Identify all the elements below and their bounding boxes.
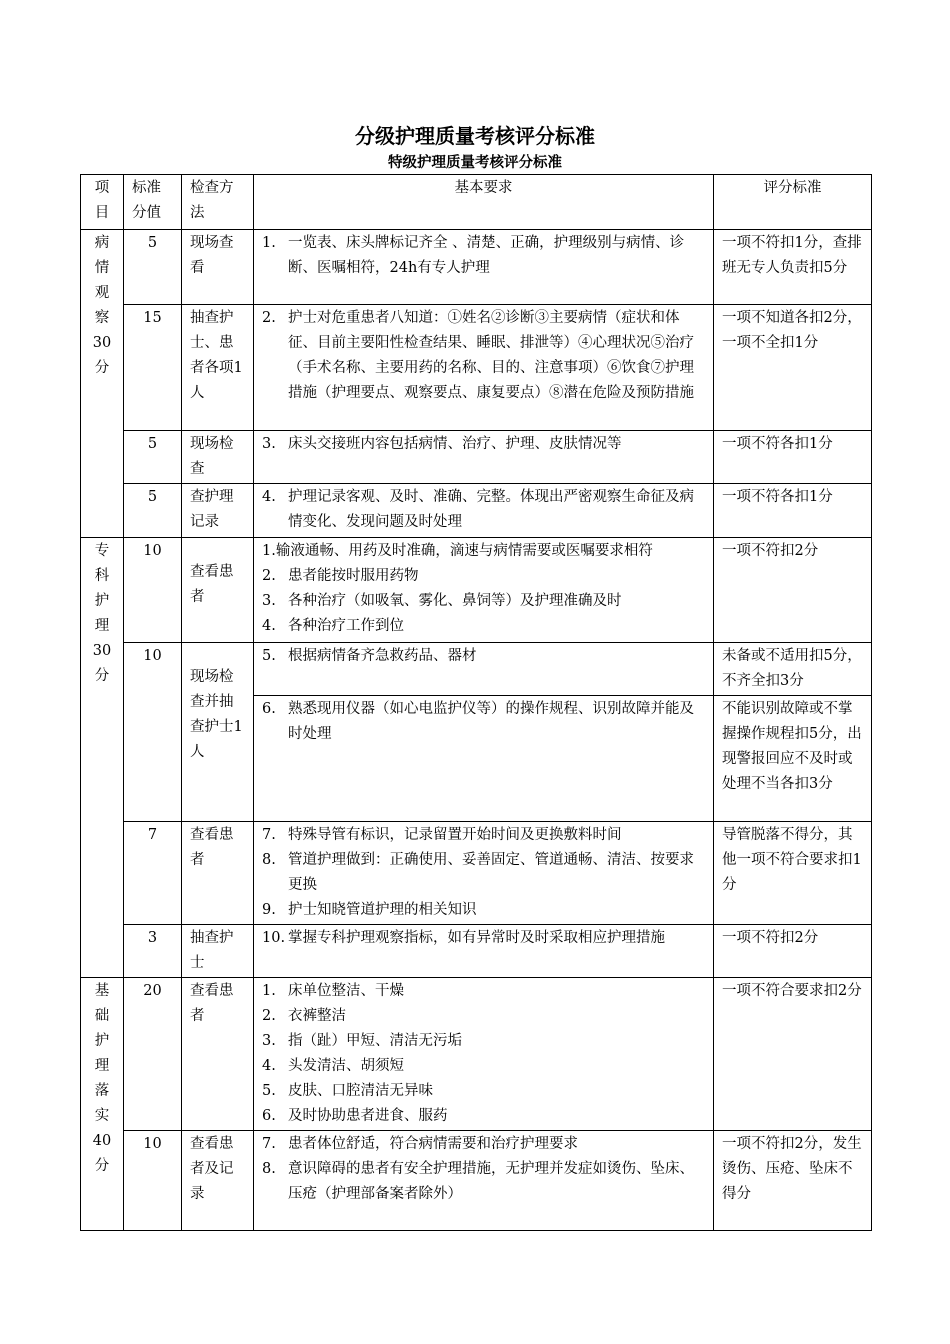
standard-cell: 一项不符各扣1分 — [714, 431, 872, 484]
method-cell: 查看患者 — [182, 822, 254, 925]
method-cell: 现场检查 — [182, 431, 254, 484]
requirement-item: 1. 一览表、床头牌标记齐全 、清楚、正确，护理级别与病情、诊断、医嘱相符，24h有专人护理 — [262, 235, 685, 276]
requirement-item: 8. 管道护理做到：正确使用、妥善固定、管道通畅、清洁、按要求更换 — [262, 852, 694, 893]
standard-cell: 一项不符扣2分，发生烫伤、压疮、坠床不得分 — [714, 1131, 872, 1231]
method-cell: 查看患者 — [182, 538, 254, 643]
requirement-item: 10. 掌握专科护理观察指标，如有异常时及时采取相应护理措施 — [262, 930, 665, 946]
requirement-item: 2. 衣裤整洁 — [262, 1008, 346, 1024]
requirement-item: 4. 各种治疗工作到位 — [262, 618, 404, 634]
score-cell: 20 — [124, 978, 182, 1131]
requirement-item: 3. 指（趾）甲短、清洁无污垢 — [262, 1033, 462, 1049]
requirement-cell — [254, 1131, 714, 1231]
requirement-item: 3. 床头交接班内容包括病情、治疗、护理、皮肤情况等 — [262, 436, 622, 452]
requirement-item: 2. 护士对危重患者八知道：①姓名②诊断③主要病情（症状和体征、目前主要阳性检查结果、睡眠、排泄等）④心理状况⑤治疗（手术名称、主要用药的名称、目的、注意事项）⑥饮食⑦护理措施（护理要点、观察要点、康复要点）⑧潜在危险及预防措施 — [262, 310, 694, 401]
score-cell: 5 — [124, 431, 182, 484]
standard-cell: 一项不知道各扣2分，一项不全扣1分 — [714, 305, 872, 431]
standard-cell: 一项不符各扣1分 — [714, 484, 872, 538]
method-cell: 抽查护士 — [182, 925, 254, 978]
requirement-item: 7. 患者体位舒适，符合病情需要和治疗护理要求 — [262, 1136, 578, 1152]
method-cell: 查看患者及记录 — [182, 1131, 254, 1231]
score-cell: 10 — [124, 538, 182, 643]
requirement-item: 7. 特殊导管有标识，记录留置开始时间及更换敷料时间 — [262, 827, 622, 843]
category-label: 病情观察30分 — [92, 235, 112, 376]
requirement-cell — [254, 643, 714, 696]
score-cell: 5 — [124, 484, 182, 538]
requirement-item: 5. 皮肤、口腔清洁无异味 — [262, 1083, 433, 1099]
category-label: 基础护理落实40分 — [92, 983, 112, 1174]
standard-cell: 不能识别故障或不掌握操作规程扣5分，出现警报回应不及时或处理不当各扣3分 — [714, 696, 872, 822]
requirement-cell — [254, 230, 714, 305]
category-cell — [81, 538, 124, 978]
method-cell: 查看患者 — [182, 978, 254, 1131]
table-row — [81, 643, 872, 696]
table-row — [81, 925, 872, 978]
score-cell: 10 — [124, 643, 182, 822]
category-cell — [81, 978, 124, 1231]
method-cell: 现场检查并抽查护士1人 — [182, 643, 254, 822]
table-row — [81, 230, 872, 305]
requirement-cell — [254, 305, 714, 431]
requirement-cell — [254, 925, 714, 978]
requirement-item: 5. 根据病情备齐急救药品、器材 — [262, 648, 477, 664]
requirement-cell — [254, 978, 714, 1131]
standard-cell: 一项不符扣1分，查排班无专人负责扣5分 — [714, 230, 872, 305]
score-cell: 15 — [124, 305, 182, 431]
table-row — [81, 1131, 872, 1231]
standard-cell: 一项不符合要求扣2分 — [714, 978, 872, 1131]
requirement-item: 6. 及时协助患者进食、服药 — [262, 1108, 448, 1124]
requirement-cell — [254, 538, 714, 643]
requirement-item: 8. 意识障碍的患者有安全护理措施，无护理并发症如烫伤、坠床、压疮（护理部备案者除外） — [262, 1161, 694, 1202]
requirement-item: 4. 头发清洁、胡须短 — [262, 1058, 404, 1074]
header-standard: 评分标准 — [714, 175, 872, 230]
standard-cell: 未备或不适用扣5分，不齐全扣3分 — [714, 643, 872, 696]
method-cell: 查护理记录 — [182, 484, 254, 538]
requirement-item: 3. 各种治疗（如吸氧、雾化、鼻饲等）及护理准确及时 — [262, 593, 622, 609]
method-cell: 抽查护士、患者各项1人 — [182, 305, 254, 431]
standard-cell: 导管脱落不得分，其他一项不符合要求扣1分 — [714, 822, 872, 925]
requirement-item: 2. 患者能按时服用药物 — [262, 568, 419, 584]
requirement-item: 9. 护士知晓管道护理的相关知识 — [262, 902, 477, 918]
header-item: 项目 — [81, 175, 124, 230]
header-row — [81, 175, 872, 230]
requirement-item: 6. 熟悉现用仪器（如心电监护仪等）的操作规程、识别故障并能及时处理 — [262, 701, 694, 742]
score-cell: 10 — [124, 1131, 182, 1231]
table-row — [81, 431, 872, 484]
scoring-table — [80, 174, 872, 1231]
requirement-item: 4. 护理记录客观、及时、准确、完整。体现出严密观察生命征及病情变化、发现问题及时处理 — [262, 489, 694, 530]
requirement-cell — [254, 822, 714, 925]
header-method: 检查方法 — [182, 175, 254, 230]
header-requirement: 基本要求 — [254, 175, 714, 230]
table-row — [81, 978, 872, 1131]
document-subtitle: 特级护理质量考核评分标准 — [388, 155, 562, 171]
score-cell: 7 — [124, 822, 182, 925]
score-cell: 3 — [124, 925, 182, 978]
requirement-item: 1. 床单位整洁、干燥 — [262, 983, 404, 999]
requirement-cell — [254, 696, 714, 822]
category-cell — [81, 230, 124, 538]
header-score: 标准分值 — [124, 175, 182, 230]
requirement-cell — [254, 431, 714, 484]
document-title: 分级护理质量考核评分标准 — [355, 124, 595, 148]
method-cell: 现场查看 — [182, 230, 254, 305]
requirement-cell — [254, 484, 714, 538]
requirement-item: 1.输液通畅、用药及时准确，滴速与病情需要或医嘱要求相符 — [262, 543, 653, 559]
category-label: 专科护理30分 — [92, 543, 112, 684]
score-cell: 5 — [124, 230, 182, 305]
table-row — [81, 822, 872, 925]
table-row — [81, 305, 872, 431]
table-row — [81, 538, 872, 643]
standard-cell: 一项不符扣2分 — [714, 925, 872, 978]
table-row — [81, 484, 872, 538]
standard-cell: 一项不符扣2分 — [714, 538, 872, 643]
